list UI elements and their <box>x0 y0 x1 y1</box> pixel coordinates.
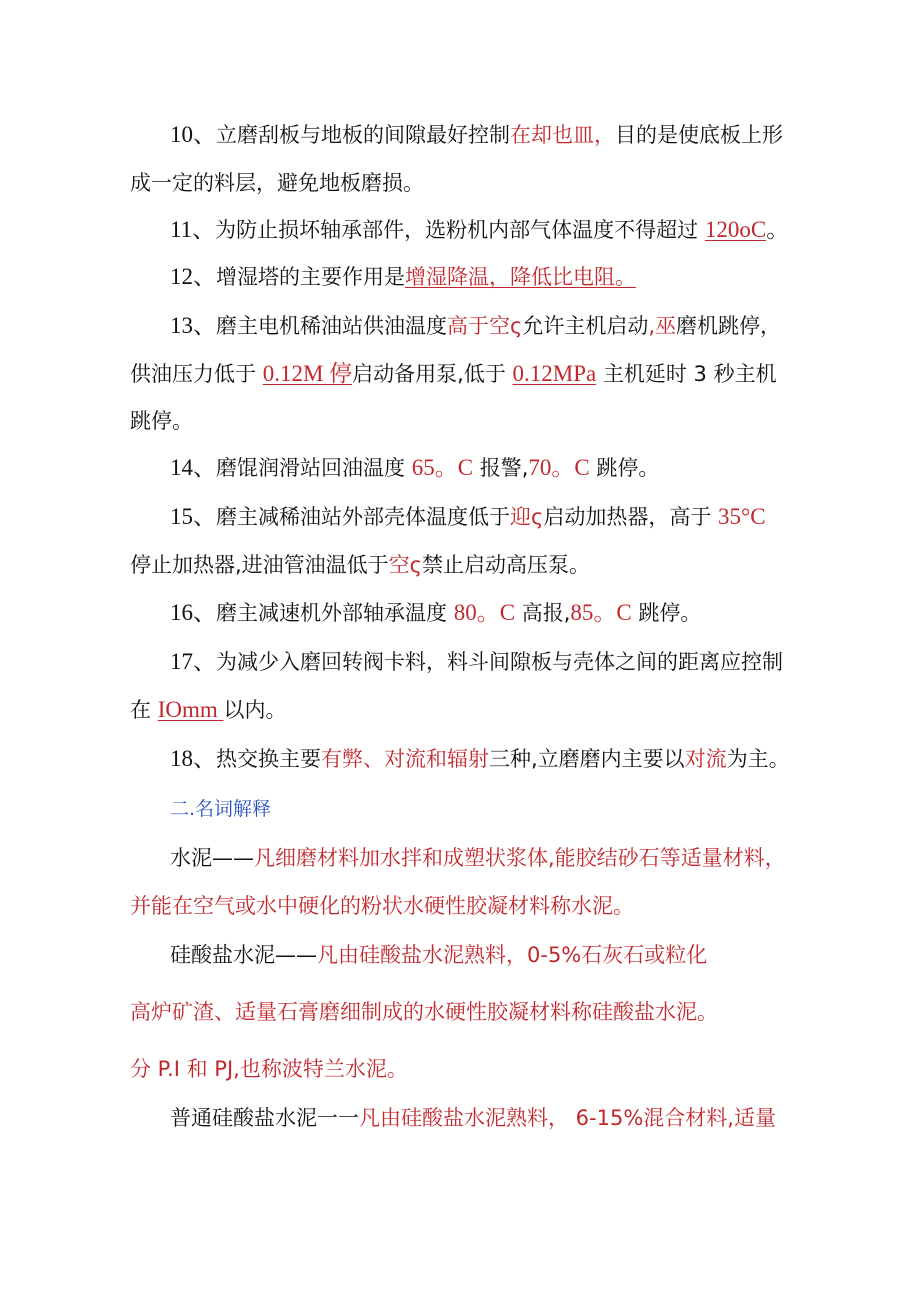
question-number: 10、 <box>170 122 216 147</box>
question-text: 磨主电机稀油站供油温度 <box>216 314 447 338</box>
term-label: 水泥—— <box>170 846 254 870</box>
question-10-line-2: 成一定的料层，避免地板磨损。 <box>130 171 424 195</box>
term-portland-line-1 <box>170 940 707 970</box>
answer-value: 70。C <box>528 455 590 480</box>
answer-text: 在却也皿， <box>510 123 615 147</box>
question-number: 17、 <box>170 649 216 674</box>
question-text: 停止加热器,进油管油温低于 <box>130 553 389 577</box>
question-13-line-3: 跳停。 <box>130 409 193 433</box>
question-text: 三种,立磨磨内主要以 <box>489 747 685 771</box>
question-18 <box>170 744 790 774</box>
question-17-line-2 <box>130 695 287 725</box>
question-15-line-1 <box>170 502 766 532</box>
term-definition: 凡细磨材料加水拌和成塑状浆体,能胶结砂石等适量材料， <box>254 846 786 870</box>
answer-text: ,巫 <box>648 314 677 338</box>
question-10-line-1 <box>170 120 783 150</box>
term-definition: 凡由硅酸盐水泥熟料， 6-15%混合材料,适量 <box>359 1106 776 1130</box>
question-text: 跳停。 <box>589 456 660 480</box>
answer-text: 空ς <box>388 553 423 577</box>
answer-text: 增湿降温，降低比电阻。 <box>405 265 636 289</box>
question-number: 12、 <box>170 264 216 289</box>
question-16 <box>170 598 701 628</box>
question-text: 目的是使底板上形 <box>615 123 783 147</box>
question-17-line-1 <box>170 647 783 677</box>
question-number: 14、 <box>170 455 216 480</box>
term-cement-line-1 <box>170 843 786 873</box>
term-portland-line-2: 高炉矿渣、适量石膏磨细制成的水硬性胶凝材料称硅酸盐水泥。 <box>130 1000 718 1024</box>
question-text: 磨主减稀油站外部壳体温度低于 <box>216 505 510 529</box>
question-14 <box>170 453 659 483</box>
question-12 <box>170 262 636 292</box>
question-text: 为减少入磨回转阀卡料，料斗间隙板与壳体之间的距离应控制 <box>216 650 783 674</box>
question-text: 磨机跳停， <box>676 314 782 338</box>
question-text: 禁止启动高压泵。 <box>422 553 591 577</box>
question-text: 高报, <box>515 601 571 625</box>
question-text: 磨馄润滑站回油温度 <box>216 456 412 480</box>
question-text: 在 <box>130 698 158 722</box>
answer-text: 对流 <box>684 747 727 771</box>
question-text: 启动备用泵,低于 <box>352 362 513 386</box>
answer-text: IOmm <box>157 697 224 722</box>
question-text: 。 <box>766 217 790 242</box>
question-text: 为主。 <box>726 747 790 771</box>
question-text: 跳停。 <box>631 601 702 625</box>
question-text: 以内。 <box>223 698 287 722</box>
question-text: 热交换主要 <box>216 747 321 771</box>
term-definition: 凡由硅酸盐水泥熟料，0-5%石灰石或粒化 <box>317 943 708 967</box>
question-number: 16、 <box>170 600 216 625</box>
answer-value: 80。C <box>453 600 516 625</box>
question-text: 为防止损坏轴承部件，选粉机内部气体温度不得超过 <box>215 218 705 242</box>
question-11 <box>170 215 789 245</box>
answer-text: 0.12MPa <box>512 361 597 386</box>
question-text: 主机延时 3 秒主机 <box>596 362 777 386</box>
answer-value: 35°C <box>718 504 766 529</box>
question-text: 启动加热器，高于 <box>543 505 719 529</box>
question-text: 磨主减速机外部轴承温度 <box>216 601 454 625</box>
term-ordinary-portland-line-1 <box>170 1103 776 1133</box>
question-text: 供油压力低于 <box>130 362 263 386</box>
term-portland-line-3: 分 P.I 和 PJ,也称波特兰水泥。 <box>130 1057 408 1081</box>
question-number: 15、 <box>170 504 216 529</box>
term-label: 普通硅酸盐水泥一一 <box>170 1106 359 1130</box>
answer-value: 85。C <box>570 600 632 625</box>
question-15-line-2 <box>130 550 590 580</box>
question-number: 11、 <box>170 217 216 242</box>
question-text: 立磨刮板与地板的间隙最好控制 <box>216 123 510 147</box>
term-cement-line-2: 并能在空气或水中硬化的粉状水硬性胶凝材料称水泥。 <box>130 894 634 918</box>
question-text: 允许主机启动 <box>522 314 649 338</box>
question-13-line-1 <box>170 311 781 341</box>
answer-text: 高于空ς <box>447 314 523 338</box>
question-13-line-2 <box>130 359 777 389</box>
term-label: 硅酸盐水泥—— <box>170 943 317 967</box>
answer-text: 0.12M 停 <box>262 361 353 386</box>
question-number: 18、 <box>170 746 216 771</box>
section-heading: 二.名词解释 <box>170 798 272 820</box>
question-number: 13、 <box>170 313 216 338</box>
answer-text: 120oC <box>704 217 767 242</box>
answer-value: 65。C <box>411 455 474 480</box>
answer-text: 有弊、对流和辐射 <box>321 747 489 771</box>
question-text: 增湿塔的主要作用是 <box>216 265 405 289</box>
answer-text: 迎ς <box>510 505 544 529</box>
question-text: 报警, <box>473 456 529 480</box>
